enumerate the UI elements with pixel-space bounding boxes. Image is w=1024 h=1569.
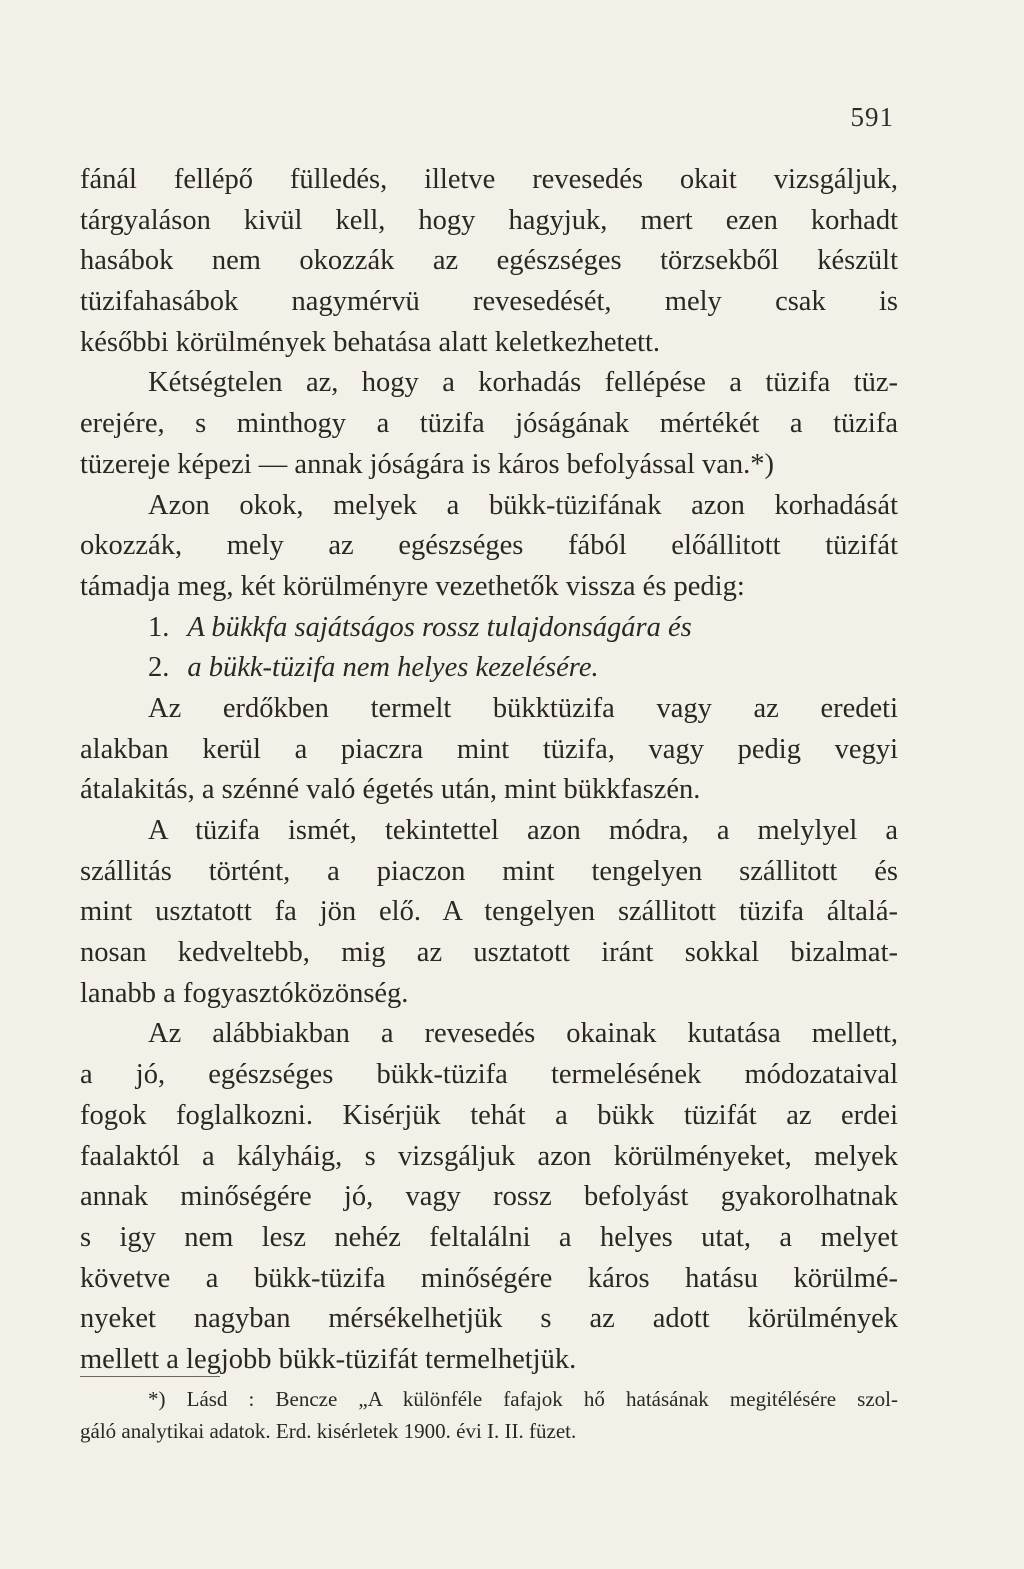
text-line: faalaktól a kályháig, s vizsgáljuk azon körülményeket, melyek <box>80 1140 898 1172</box>
text-line: mint usztatott fa jön elő. A tengelyen szállitott tüzifa általá- <box>80 896 898 928</box>
list-item-text: A bükkfa sajátságos rossz tulajdonságára és <box>187 611 692 643</box>
text-line: A tüzifa ismét, tekintettel azon módra, a melylyel a <box>148 815 898 846</box>
text-line: Kétségtelen az, hogy a korhadás fellépése a tüzifa tüz- <box>148 367 898 399</box>
text-line: fánál fellépő fülledés, illetve revesedés okait vizsgáljuk, <box>80 164 898 195</box>
text-line: támadja meg, két körülményre vezethetők vissza és pedig: <box>80 570 745 602</box>
text-line: hasábok nem okozzák az egészséges törzsekből készült <box>80 245 898 277</box>
footnote <box>80 1383 898 1447</box>
text-line: mellett a legjobb bükk-tüzifát termelhetjük. <box>80 1343 577 1375</box>
text-line: nyeket nagyban mérsékelhetjük s az adott körülmények <box>80 1303 898 1335</box>
list-item <box>80 608 898 649</box>
text-line: Azon okok, melyek a bükk-tüzifának azon korhadását <box>148 489 898 521</box>
footnote-line: gáló analytikai adatok. Erd. kisérletek 1900. évi I. II. füzet. <box>80 1419 577 1443</box>
text-line: s igy nem lesz nehéz feltalálni a helyes utat, a melyet <box>80 1221 898 1253</box>
text-line: tüzereje képezi — annak jóságára is káros befolyással van.*) <box>80 448 775 480</box>
text-line: tárgyaláson kivül kell, hogy hagyjuk, mert ezen korhadt <box>80 204 898 236</box>
list-item-number: 2. <box>148 652 170 684</box>
text-line: követve a bükk-tüzifa minőségére káros hatásu körülmé- <box>80 1262 898 1294</box>
text-line: erejére, s minthogy a tüzifa jóságának mértékét a tüzifa <box>80 408 898 440</box>
footnote-divider <box>80 1376 220 1377</box>
text-line: alakban kerül a piaczra mint tüzifa, vagy pedig vegyi <box>80 733 898 765</box>
text-line: fogok foglalkozni. Kisérjük tehát a bükk tüzifát az erdei <box>80 1099 898 1131</box>
footnote-line: *) Lásd : Bencze „A különféle fafajok hő hatásának megitélésére szol- <box>148 1387 898 1411</box>
text-line: átalakitás, a szénné való égetés után, mint bükkfaszén. <box>80 774 701 806</box>
list-item <box>80 648 898 689</box>
body-text <box>80 160 898 1381</box>
page-number: 591 <box>850 102 894 132</box>
text-line: későbbi körülmények behatása alatt keletkezhetett. <box>80 326 661 358</box>
list-item-text: a bükk-tüzifa nem helyes kezelésére. <box>187 652 599 684</box>
text-line: Az erdőkben termelt bükktüzifa vagy az eredeti <box>148 692 898 724</box>
text-line: annak minőségére jó, vagy rossz befolyást gyakorolhatnak <box>80 1181 898 1213</box>
text-line: nosan kedveltebb, mig az usztatott iránt sokkal bizalmat- <box>80 937 898 969</box>
text-line: a jó, egészséges bükk-tüzifa termelésének módozataival <box>80 1059 898 1091</box>
text-line: Az alábbiakban a revesedés okainak kutatása mellett, <box>148 1018 898 1050</box>
text-line: tüzifahasábok nagymérvü revesedését, mely csak is <box>80 286 898 318</box>
text-line: lanabb a fogyasztóközönség. <box>80 977 409 1009</box>
text-line: szállitás történt, a piaczon mint tengelyen szállitott és <box>80 855 898 887</box>
list-item-number: 1. <box>148 611 170 643</box>
text-line: okozzák, mely az egészséges fából előállitott tüzifát <box>80 530 898 562</box>
